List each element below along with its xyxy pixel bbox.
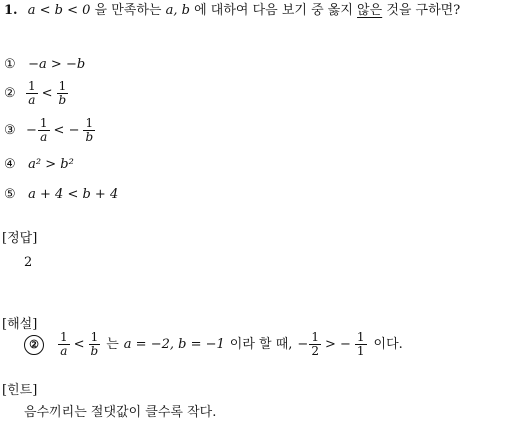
- choice-4: [4, 158, 74, 171]
- explanation-text-2: 이라 할 때,: [229, 337, 293, 352]
- choice-4-marker: ④: [4, 157, 16, 172]
- explanation-text-3: 이다.: [373, 337, 403, 352]
- fraction-numerator: 1: [60, 330, 68, 344]
- question-line: [4, 4, 460, 17]
- explanation-rhs-fraction: [89, 331, 101, 358]
- hint-label: [힌트]: [2, 383, 38, 398]
- fraction-denominator: b: [90, 344, 99, 358]
- fraction-denominator: 2: [311, 344, 319, 358]
- fraction-denominator: a: [40, 130, 48, 144]
- choice-2-marker: ②: [4, 86, 16, 101]
- fraction-numerator: 1: [356, 330, 365, 344]
- answer-label: [정답]: [2, 231, 38, 246]
- fraction-numerator: 1: [39, 116, 48, 130]
- choice-2-op: <: [41, 86, 53, 101]
- choice-1-marker: ①: [4, 57, 16, 72]
- question-text-1: 을 만족하는: [94, 3, 162, 18]
- choice-2: [4, 80, 69, 107]
- hint-text: 음수끼리는 절댓값이 클수록 작다.: [24, 405, 217, 420]
- explanation-line: [24, 331, 403, 358]
- choice-3-rhs-fraction: [83, 117, 95, 144]
- question-number: 1.: [4, 3, 18, 18]
- question-vars: a, b: [165, 3, 190, 18]
- explanation-marker: ②: [24, 335, 44, 355]
- choice-4-expr: a² > b²: [28, 157, 74, 172]
- choice-1: [4, 58, 85, 71]
- choice-5-marker: ⑤: [4, 187, 16, 202]
- question-text-3: 것을 구하면?: [386, 3, 461, 18]
- fraction-denominator: b: [85, 130, 94, 144]
- fraction-numerator: 1: [90, 330, 99, 344]
- explanation-text-1: 는: [106, 337, 119, 352]
- answer-value: 2: [24, 255, 33, 270]
- question-underlined: 않은: [357, 3, 383, 18]
- choice-2-rhs-fraction: [57, 80, 69, 107]
- choice-3-op: < −: [53, 123, 80, 138]
- choice-5: [4, 188, 118, 201]
- explanation-op: <: [73, 337, 85, 352]
- choice-3-marker: ③: [4, 123, 16, 138]
- explanation-op2: > −: [324, 337, 351, 352]
- fraction-denominator: a: [28, 93, 36, 107]
- explanation-d-fraction: [355, 331, 367, 358]
- fraction-denominator: b: [58, 93, 67, 107]
- explanation-lhs-fraction: [58, 331, 70, 358]
- choice-3-sign: −: [26, 123, 37, 138]
- fraction-numerator: 1: [28, 79, 36, 93]
- fraction-numerator: 1: [311, 330, 319, 344]
- explanation-sign: −: [297, 337, 309, 352]
- explanation-label: [해설]: [2, 317, 38, 332]
- choice-3: [4, 117, 96, 144]
- fraction-numerator: 1: [58, 79, 67, 93]
- choice-3-lhs-fraction: [38, 117, 50, 144]
- choice-2-lhs-fraction: [26, 80, 38, 107]
- question-text-2: 에 대하여 다음 보기 중 옳지: [194, 3, 353, 18]
- question-condition: a < b < 0: [27, 3, 91, 18]
- fraction-denominator: 1: [356, 344, 365, 358]
- explanation-cond: a = −2, b = −1: [123, 337, 225, 352]
- fraction-denominator: a: [60, 344, 68, 358]
- fraction-numerator: 1: [85, 116, 94, 130]
- explanation-c-fraction: [309, 331, 321, 358]
- choice-1-expr: −a > −b: [28, 57, 86, 72]
- choice-5-expr: a + 4 < b + 4: [28, 187, 119, 202]
